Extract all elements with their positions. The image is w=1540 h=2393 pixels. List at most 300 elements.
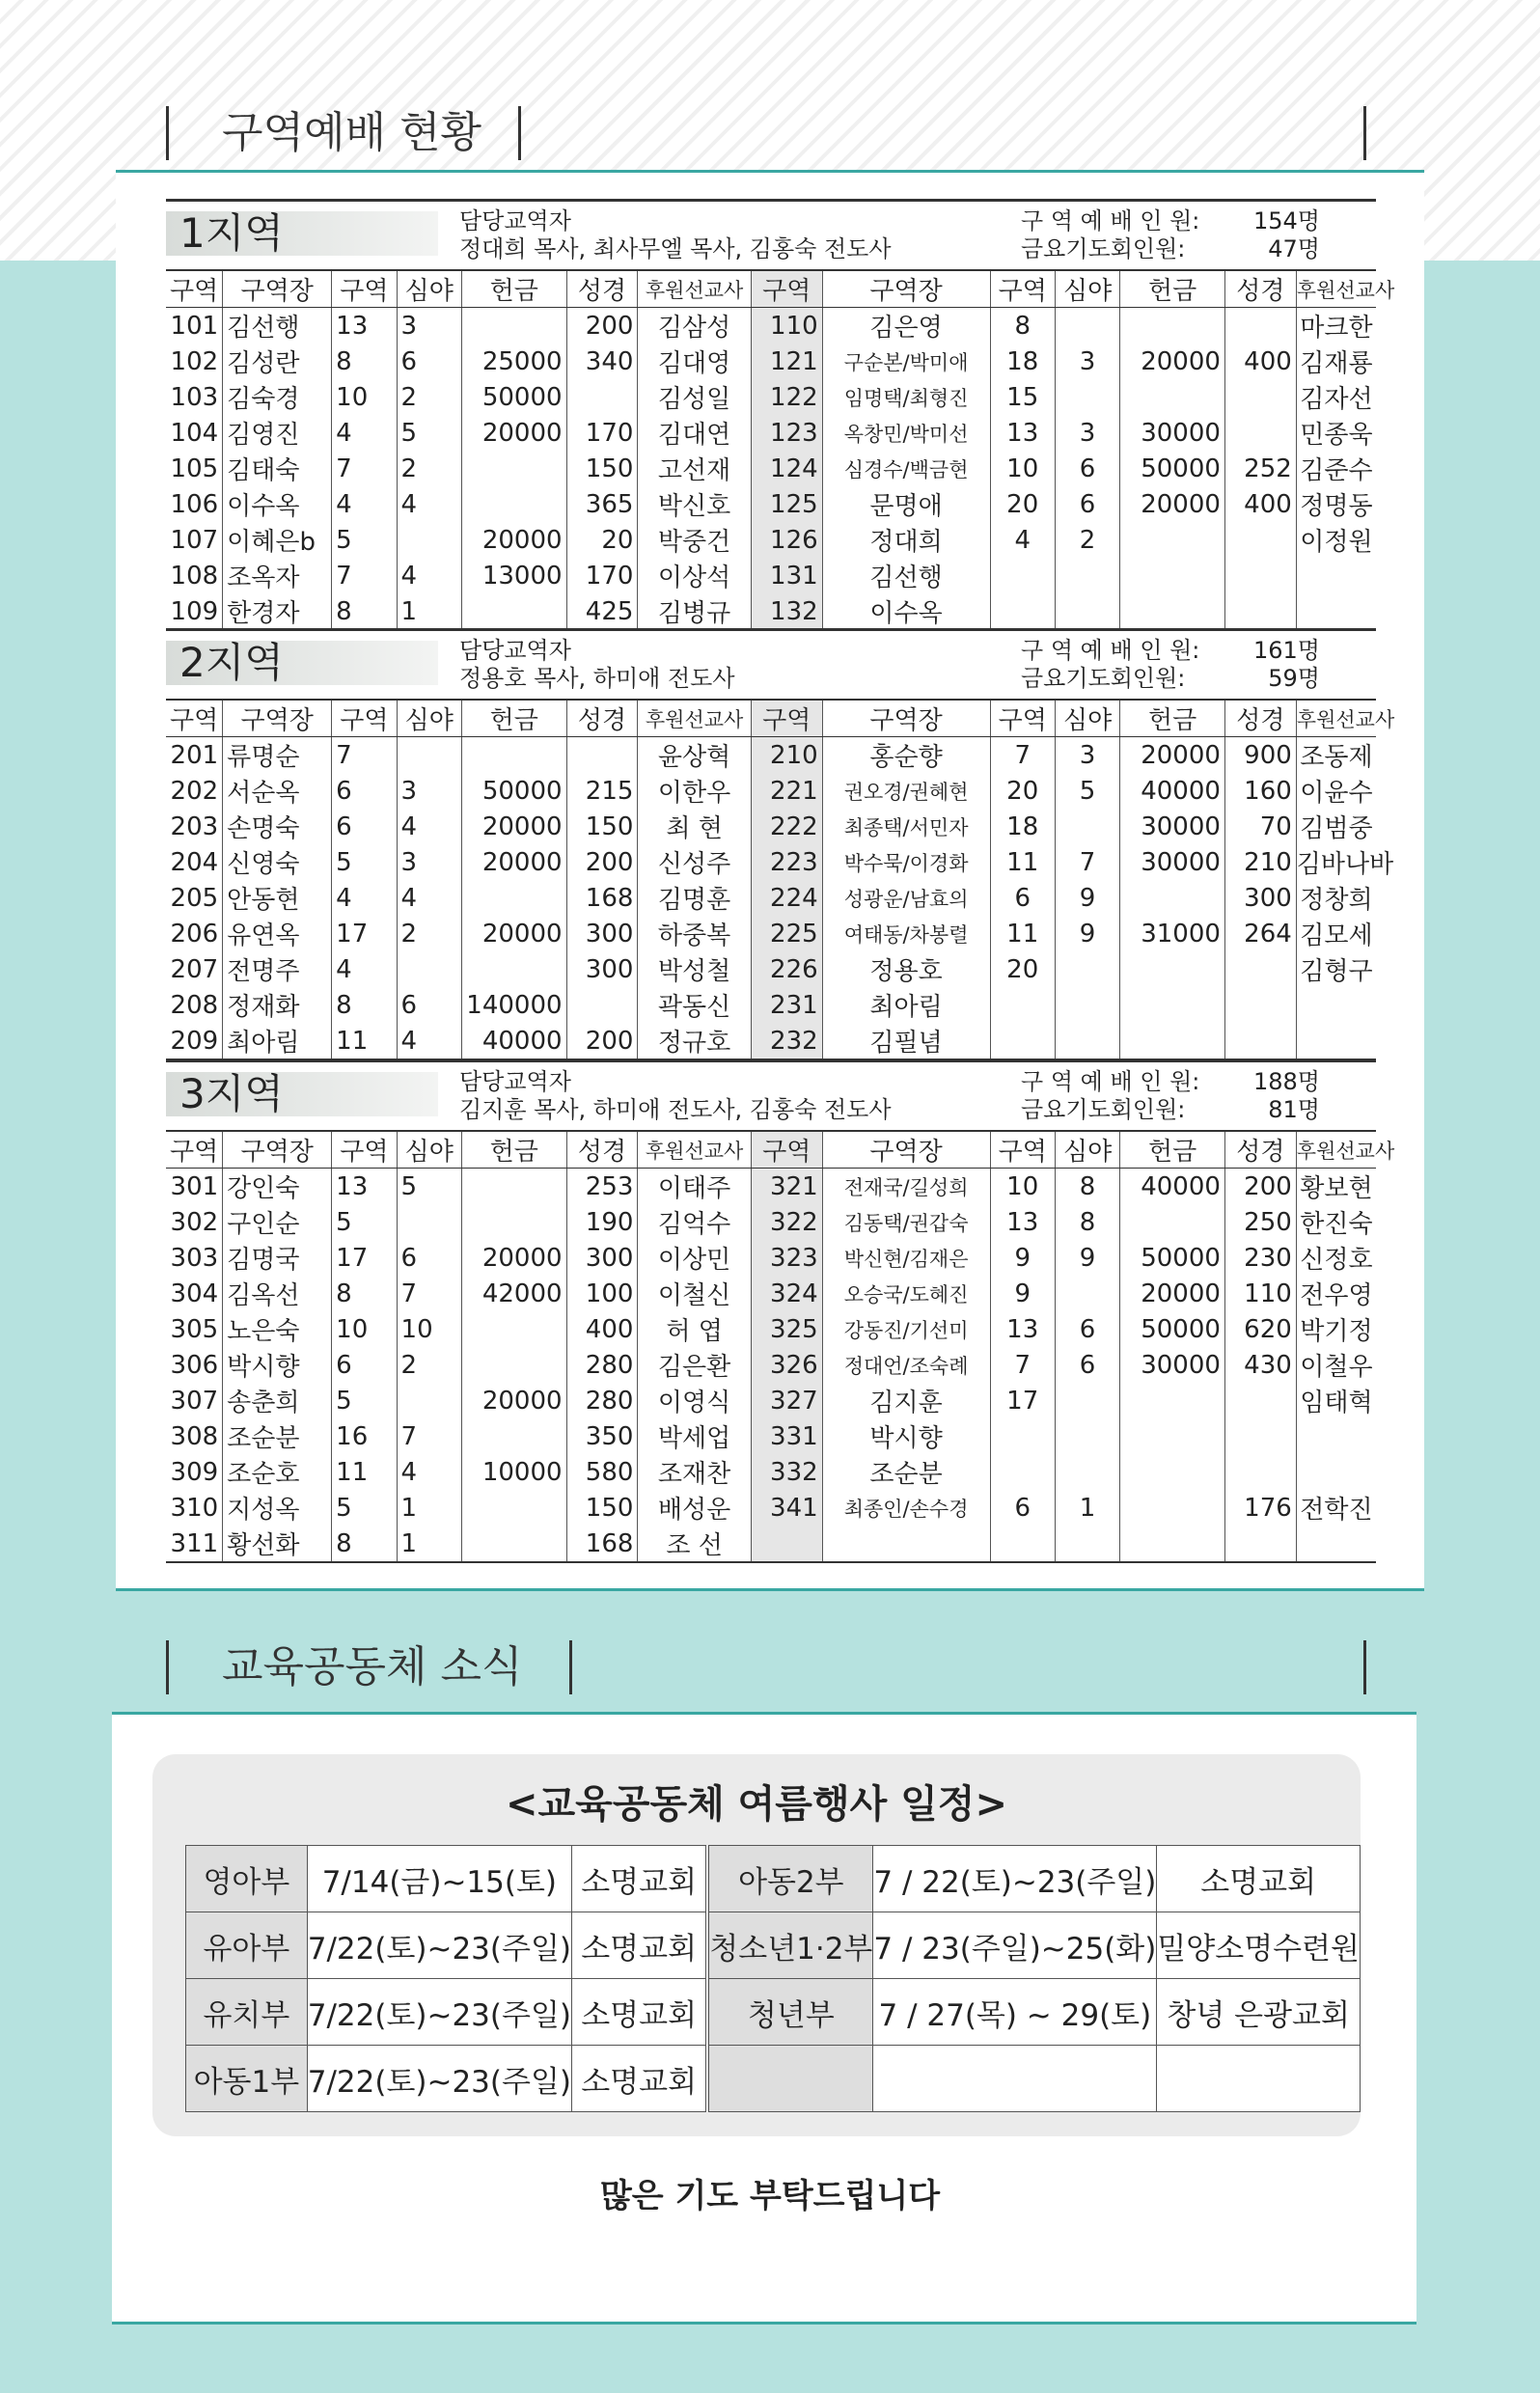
table-cell <box>1224 593 1296 630</box>
region-name: 3지역 <box>166 1072 438 1116</box>
column-header: 구역장 <box>822 700 990 737</box>
table-cell: 7 <box>397 1276 461 1311</box>
table-cell: 9 <box>1055 916 1119 951</box>
table-cell <box>461 308 566 344</box>
table-cell: 8 <box>332 344 397 379</box>
event-row <box>186 2046 1361 2112</box>
event-date <box>873 2046 1157 2112</box>
table-cell: 170 <box>566 558 638 593</box>
region-leaders <box>459 637 735 693</box>
table-cell <box>990 987 1055 1023</box>
table-cell: 김명국 <box>223 1240 332 1276</box>
table-cell: 5 <box>332 1383 397 1418</box>
table-cell: 309 <box>170 1457 219 1487</box>
table-cell: 박세업 <box>638 1418 751 1454</box>
table-cell: 8 <box>1055 1169 1119 1205</box>
table-cell <box>1055 1526 1119 1562</box>
table-cell: 126 <box>751 522 822 558</box>
table-cell: 2 <box>397 916 461 951</box>
table-cell: 230 <box>1224 1240 1296 1276</box>
table-cell: 123 <box>751 415 822 451</box>
bottom-rule <box>116 1588 1424 1591</box>
table-cell: 425 <box>566 593 638 630</box>
table-cell: 323 <box>751 1240 822 1276</box>
table-row <box>166 451 1376 486</box>
table-cell <box>1296 1526 1376 1562</box>
table-cell <box>990 558 1055 593</box>
table-cell: 전재국/길성희 <box>822 1169 990 1205</box>
table-cell: 4 <box>397 1023 461 1059</box>
table-cell: 305 <box>170 1314 219 1344</box>
table-cell: 김지훈 <box>822 1383 990 1418</box>
column-header: 헌금 <box>461 1131 566 1169</box>
table-cell: 김필념 <box>822 1023 990 1059</box>
table-cell: 304 <box>170 1279 219 1308</box>
table-cell: 8 <box>1055 1204 1119 1240</box>
table-cell: 13000 <box>461 558 566 593</box>
table-cell: 김은환 <box>638 1347 751 1383</box>
table-row <box>166 344 1376 379</box>
event-row <box>186 1846 1361 1912</box>
table-cell: 송춘희 <box>223 1383 332 1418</box>
table-row <box>166 737 1376 774</box>
table-cell: 20000 <box>461 844 566 880</box>
table-cell <box>1224 558 1296 593</box>
table-cell: 11 <box>990 844 1055 880</box>
table-cell: 332 <box>751 1454 822 1490</box>
table-cell: 김억수 <box>638 1204 751 1240</box>
table-cell: 김명훈 <box>638 880 751 916</box>
section-title: 교육공동체 소식 <box>222 1642 523 1692</box>
table-cell: 18 <box>990 344 1055 379</box>
event-dept <box>707 2046 873 2112</box>
table-row <box>166 1276 1376 1311</box>
table-cell: 109 <box>166 593 223 630</box>
table-cell: 231 <box>751 987 822 1023</box>
table-cell <box>1296 1454 1376 1490</box>
table-cell: 조재찬 <box>638 1454 751 1490</box>
event-dept: 유아부 <box>186 1912 308 1979</box>
table-row <box>166 379 1376 415</box>
table-cell: 1 <box>397 1490 461 1526</box>
table-cell: 170 <box>566 415 638 451</box>
table-cell: 김동택/권갑숙 <box>822 1204 990 1240</box>
table-cell: 430 <box>1224 1347 1296 1383</box>
table-cell: 16 <box>332 1418 397 1454</box>
table-cell: 김숙경 <box>223 379 332 415</box>
table-cell <box>1224 1454 1296 1490</box>
region-stats <box>1021 637 1320 693</box>
table-cell: 6 <box>332 773 397 809</box>
table-cell: 이영식 <box>638 1383 751 1418</box>
header-divider <box>166 106 169 160</box>
region-block <box>166 628 1395 1060</box>
column-header: 구역 <box>332 1131 397 1169</box>
table-cell: 280 <box>566 1383 638 1418</box>
table-cell: 김옥선 <box>223 1276 332 1311</box>
prayer-request: 많은 기도 부탁드립니다 <box>599 2177 941 2215</box>
table-cell: 20000 <box>1120 737 1225 774</box>
table-cell: 105 <box>170 454 219 483</box>
table-cell: 4 <box>332 415 397 451</box>
section-header-district-worship <box>0 93 1540 179</box>
table-cell: 여태동/차봉렬 <box>822 916 990 951</box>
table-cell <box>1120 987 1225 1023</box>
table-cell: 20000 <box>461 1240 566 1276</box>
table-cell <box>990 1418 1055 1454</box>
region-leaders <box>459 207 892 263</box>
attend-value: 154명 <box>1253 207 1320 234</box>
region-header <box>166 199 1376 269</box>
table-cell: 이정원 <box>1296 522 1376 558</box>
table-cell: 252 <box>1224 451 1296 486</box>
table-cell: 하중복 <box>638 916 751 951</box>
region-stats <box>1021 207 1320 263</box>
table-cell <box>1296 593 1376 630</box>
table-cell: 300 <box>566 1240 638 1276</box>
table-cell <box>461 593 566 630</box>
table-cell: 8 <box>332 1276 397 1311</box>
table-cell: 김대영 <box>638 344 751 379</box>
table-cell: 구순본/박미애 <box>822 344 990 379</box>
leader-names: 정용호 목사, 하미애 전도사 <box>459 665 735 692</box>
table-cell: 30000 <box>1120 844 1225 880</box>
column-header: 구역 <box>990 700 1055 737</box>
table-cell: 4 <box>397 1454 461 1490</box>
table-cell: 3 <box>1055 415 1119 451</box>
table-cell: 17 <box>990 1383 1055 1418</box>
event-place: 소명교회 <box>1157 1846 1361 1912</box>
region-name: 2지역 <box>166 641 438 685</box>
table-cell: 김모세 <box>1296 916 1376 951</box>
table-cell: 박신현/김재은 <box>822 1240 990 1276</box>
table-cell: 심경수/백금현 <box>822 451 990 486</box>
table-cell: 205 <box>170 883 219 913</box>
table-cell: 20000 <box>1120 1276 1225 1311</box>
table-cell <box>1120 880 1225 916</box>
table-cell <box>1224 951 1296 987</box>
region-block <box>166 199 1395 631</box>
table-row <box>166 1454 1376 1490</box>
table-cell: 강동진/기선미 <box>822 1311 990 1347</box>
table-cell: 300 <box>566 916 638 951</box>
event-date: 7/22(토)~23(주일) <box>307 1912 571 1979</box>
table-cell: 110 <box>751 308 822 344</box>
table-cell <box>1120 558 1225 593</box>
table-cell: 김범중 <box>1296 809 1376 844</box>
table-cell: 125 <box>751 486 822 522</box>
column-header: 헌금 <box>1120 700 1225 737</box>
table-cell: 17 <box>332 916 397 951</box>
table-cell <box>461 737 566 774</box>
table-cell: 327 <box>751 1383 822 1418</box>
table-cell: 3 <box>397 773 461 809</box>
table-cell <box>461 486 566 522</box>
table-cell: 이철신 <box>638 1276 751 1311</box>
table-cell: 임명택/최형진 <box>822 379 990 415</box>
attend-label: 구 역 예 배 인 원: <box>1021 637 1200 664</box>
table-cell: 20000 <box>461 916 566 951</box>
table-cell: 300 <box>566 951 638 987</box>
table-cell: 30000 <box>1120 1347 1225 1383</box>
table-cell: 9 <box>990 1240 1055 1276</box>
header-divider <box>569 1640 572 1694</box>
table-cell: 101 <box>170 311 219 341</box>
table-cell: 176 <box>1224 1490 1296 1526</box>
event-place: 소명교회 <box>571 1912 707 1979</box>
table-cell <box>1120 951 1225 987</box>
table-row <box>166 558 1376 593</box>
column-header: 구역 <box>166 1131 223 1169</box>
table-cell: 20 <box>566 522 638 558</box>
column-header: 심야 <box>397 700 461 737</box>
table-cell: 400 <box>1224 486 1296 522</box>
table-cell: 정대언/조숙례 <box>822 1347 990 1383</box>
table-cell: 7 <box>990 737 1055 774</box>
table-cell: 6 <box>397 987 461 1023</box>
table-cell: 5 <box>1055 773 1119 809</box>
table-cell: 107 <box>170 525 219 555</box>
table-cell: 103 <box>170 382 219 412</box>
table-cell: 전명주 <box>223 951 332 987</box>
table-cell: 13 <box>332 1169 397 1205</box>
event-place: 창녕 은광교회 <box>1157 1979 1361 2046</box>
table-cell: 김자선 <box>1296 379 1376 415</box>
table-cell: 225 <box>751 916 822 951</box>
event-date: 7 / 22(토)~23(주일) <box>873 1846 1157 1912</box>
table-cell: 208 <box>170 990 219 1020</box>
table-cell: 이수옥 <box>223 486 332 522</box>
table-cell <box>1120 522 1225 558</box>
table-cell: 조순분 <box>223 1418 332 1454</box>
table-cell: 김선행 <box>822 558 990 593</box>
table-cell: 110 <box>1224 1276 1296 1311</box>
table-cell: 6 <box>332 809 397 844</box>
table-cell: 321 <box>751 1169 822 1205</box>
table-cell: 15 <box>990 379 1055 415</box>
table-cell: 40000 <box>1120 773 1225 809</box>
column-header: 구역장 <box>223 1131 332 1169</box>
table-cell: 최종인/손수경 <box>822 1490 990 1526</box>
table-cell: 안동현 <box>223 880 332 916</box>
region-header <box>166 628 1376 699</box>
table-cell: 324 <box>751 1276 822 1311</box>
table-cell: 222 <box>751 809 822 844</box>
column-header: 구역 <box>751 270 822 308</box>
table-row <box>166 1383 1376 1418</box>
table-cell <box>1120 1418 1225 1454</box>
column-header: 구역 <box>751 700 822 737</box>
region-block <box>166 1059 1395 1563</box>
column-header: 심야 <box>397 1131 461 1169</box>
table-cell <box>1055 1454 1119 1490</box>
table-cell: 3 <box>397 844 461 880</box>
column-header: 구역장 <box>822 1131 990 1169</box>
column-header: 구역 <box>166 700 223 737</box>
table-row <box>166 308 1376 344</box>
table-cell: 5 <box>332 1204 397 1240</box>
event-place: 소명교회 <box>571 1979 707 2046</box>
column-header: 구역장 <box>223 700 332 737</box>
table-cell <box>1120 379 1225 415</box>
table-cell: 민종욱 <box>1296 415 1376 451</box>
table-row <box>166 880 1376 916</box>
table-cell: 13 <box>990 415 1055 451</box>
event-place: 소명교회 <box>571 2046 707 2112</box>
column-header: 후원선교사 <box>638 1131 751 1169</box>
column-header: 헌금 <box>461 270 566 308</box>
table-cell: 최종택/서민자 <box>822 809 990 844</box>
column-header: 구역장 <box>822 270 990 308</box>
table-cell <box>566 737 638 774</box>
table-cell: 620 <box>1224 1311 1296 1347</box>
table-cell: 김형구 <box>1296 951 1376 987</box>
table-cell: 322 <box>751 1204 822 1240</box>
table-cell: 3 <box>1055 737 1119 774</box>
table-cell <box>1120 1204 1225 1240</box>
table-cell <box>1120 1383 1225 1418</box>
table-cell: 7 <box>397 1418 461 1454</box>
table-row <box>166 916 1376 951</box>
table-cell: 7 <box>332 558 397 593</box>
table-cell: 223 <box>751 844 822 880</box>
table-cell: 224 <box>751 880 822 916</box>
table-cell: 마크한 <box>1296 308 1376 344</box>
table-cell <box>461 1490 566 1526</box>
table-cell: 홍순향 <box>822 737 990 774</box>
column-header: 심야 <box>1055 700 1119 737</box>
table-cell: 50000 <box>1120 451 1225 486</box>
table-cell: 121 <box>751 344 822 379</box>
table-cell: 201 <box>170 740 219 770</box>
table-cell: 365 <box>566 486 638 522</box>
table-cell: 9 <box>1055 880 1119 916</box>
event-place: 밀양소명수련원 <box>1157 1912 1361 1979</box>
table-cell <box>1224 1383 1296 1418</box>
column-header: 구역 <box>332 700 397 737</box>
table-cell: 150 <box>566 809 638 844</box>
column-header: 심야 <box>1055 270 1119 308</box>
table-cell: 최 현 <box>638 809 751 844</box>
table-cell <box>461 1526 566 1562</box>
table-cell: 2 <box>397 451 461 486</box>
table-cell: 김대연 <box>638 415 751 451</box>
table-row <box>166 773 1376 809</box>
table-cell: 6 <box>397 1240 461 1276</box>
table-cell: 4 <box>332 486 397 522</box>
table-cell: 지성옥 <box>223 1490 332 1526</box>
event-dept: 유치부 <box>186 1979 308 2046</box>
friday-label: 금요기도회인원: <box>1021 1096 1186 1123</box>
table-cell: 7 <box>332 737 397 774</box>
table-cell <box>1055 1383 1119 1418</box>
table-cell <box>397 522 461 558</box>
attend-value: 161명 <box>1253 637 1320 664</box>
table-cell: 150 <box>566 451 638 486</box>
top-rule <box>112 1712 1416 1715</box>
table-cell: 10000 <box>461 1454 566 1490</box>
column-header: 성경 <box>1224 700 1296 737</box>
event-row <box>186 1979 1361 2046</box>
table-cell: 권오경/권혜현 <box>822 773 990 809</box>
table-cell: 한진숙 <box>1296 1204 1376 1240</box>
table-cell: 이한우 <box>638 773 751 809</box>
table-cell: 13 <box>990 1311 1055 1347</box>
table-cell: 박기정 <box>1296 1311 1376 1347</box>
event-dept: 청소년1·2부 <box>707 1912 873 1979</box>
table-cell: 2 <box>397 1347 461 1383</box>
header-divider <box>166 1640 169 1694</box>
event-date: 7/22(토)~23(주일) <box>307 1979 571 2046</box>
table-cell <box>1055 379 1119 415</box>
table-cell <box>461 1418 566 1454</box>
region-leaders <box>459 1068 892 1124</box>
table-cell: 김선행 <box>223 308 332 344</box>
table-cell: 10 <box>990 1169 1055 1205</box>
table-cell <box>1120 593 1225 630</box>
table-row <box>166 1023 1376 1059</box>
column-header: 구역 <box>990 270 1055 308</box>
table-cell: 6 <box>1055 1347 1119 1383</box>
table-row <box>166 1347 1376 1383</box>
table-cell: 고선재 <box>638 451 751 486</box>
table-cell: 한경자 <box>223 593 332 630</box>
table-cell <box>1055 1418 1119 1454</box>
table-cell: 10 <box>397 1311 461 1347</box>
table-cell: 2 <box>1055 522 1119 558</box>
table-cell: 3 <box>1055 344 1119 379</box>
event-schedule-table <box>185 1845 1361 2112</box>
table-row <box>166 593 1376 630</box>
table-cell: 207 <box>170 954 219 984</box>
table-cell <box>397 1204 461 1240</box>
table-cell <box>751 1526 822 1562</box>
table-cell: 6 <box>990 1490 1055 1526</box>
table-cell <box>1120 1023 1225 1059</box>
table-cell: 조순호 <box>223 1454 332 1490</box>
event-date: 7/22(토)~23(주일) <box>307 2046 571 2112</box>
region-stats <box>1021 1068 1320 1124</box>
table-cell: 106 <box>170 489 219 519</box>
table-cell: 17 <box>332 1240 397 1276</box>
table-cell: 정대희 <box>822 522 990 558</box>
table-cell <box>1224 1526 1296 1562</box>
table-cell: 20000 <box>1120 486 1225 522</box>
table-cell: 4 <box>397 809 461 844</box>
table-cell: 215 <box>566 773 638 809</box>
table-cell: 김재룡 <box>1296 344 1376 379</box>
event-dept: 아동2부 <box>707 1846 873 1912</box>
table-cell: 10 <box>990 451 1055 486</box>
table-cell <box>1055 1023 1119 1059</box>
table-cell: 오승국/도혜진 <box>822 1276 990 1311</box>
header-divider <box>1363 106 1366 160</box>
table-cell <box>1224 379 1296 415</box>
table-cell: 5 <box>332 1490 397 1526</box>
table-row <box>166 486 1376 522</box>
table-cell: 131 <box>751 558 822 593</box>
table-cell <box>990 593 1055 630</box>
table-row <box>166 1311 1376 1347</box>
table-cell: 구인순 <box>223 1204 332 1240</box>
leader-label: 담당교역자 <box>459 637 571 664</box>
table-cell <box>1120 1490 1225 1526</box>
table-cell: 유연옥 <box>223 916 332 951</box>
table-cell: 조 선 <box>638 1526 751 1562</box>
column-header: 후원선교사 <box>638 700 751 737</box>
table-cell: 문명애 <box>822 486 990 522</box>
table-cell: 6 <box>990 880 1055 916</box>
